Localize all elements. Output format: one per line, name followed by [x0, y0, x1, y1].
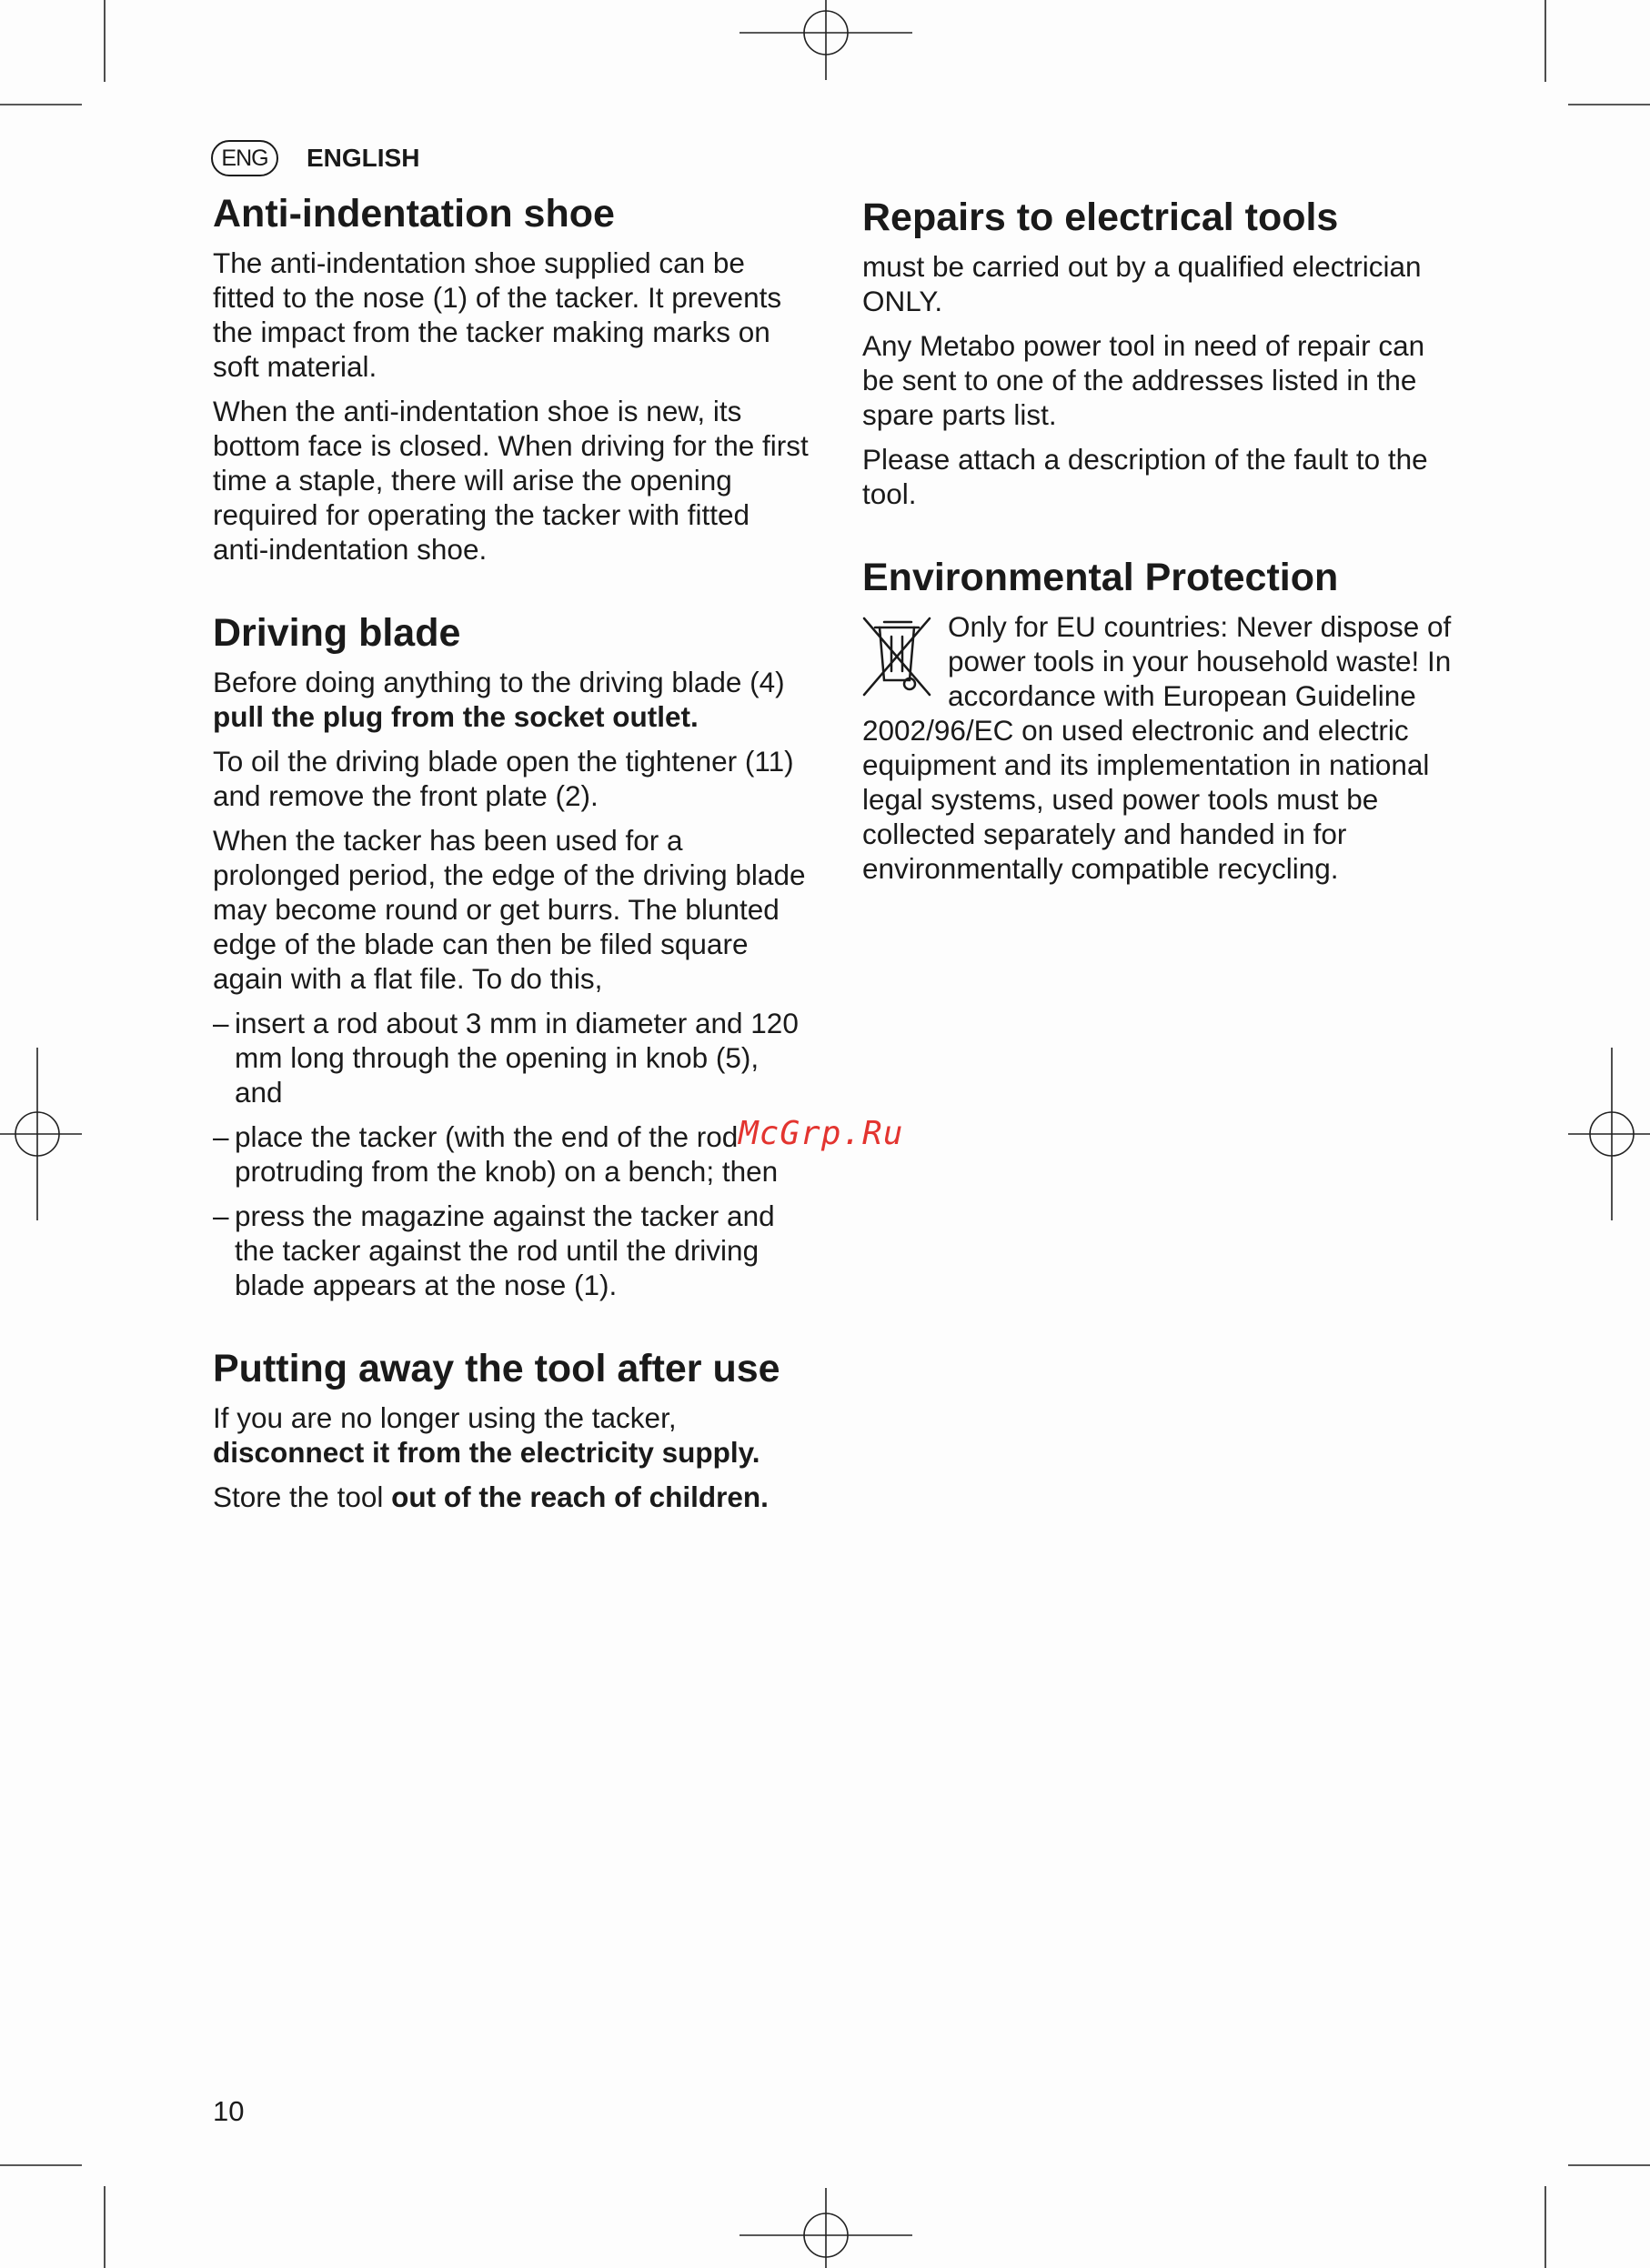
list-item-text: press the magazine against the tacker and the tacker against the rod until the driving blade appears at the nose (1). — [235, 1199, 775, 1301]
section-driving-blade — [213, 610, 813, 1302]
paragraph — [213, 1400, 813, 1470]
watermark: McGrp.Ru — [739, 1115, 904, 1152]
list-dash: – — [213, 1199, 229, 1232]
paragraph-text: Before doing anything to the driving blade (4) — [213, 666, 785, 698]
list-dash: – — [213, 1120, 229, 1153]
section-anti-indentation-shoe — [213, 191, 813, 567]
page-number: 10 — [213, 2095, 245, 2127]
language-badge: ENG — [211, 140, 278, 176]
left-column — [213, 191, 813, 1558]
section-repairs — [862, 195, 1463, 511]
section-title: Driving blade — [213, 611, 461, 655]
section-title: Repairs to electrical tools — [862, 196, 1339, 239]
paragraph: must be carried out by a qualified electrician ONLY. — [862, 250, 1422, 317]
section-title: Putting away the tool after use — [213, 1347, 780, 1390]
paragraph-text: If you are no longer using the tacker, — [213, 1401, 677, 1434]
paragraph: Only for EU countries: Never dispose of power tools in your household waste! In accordance with European Guideline 2002/96/EC on used electronic and electric equipment and its implementation in national legal systems, used power tools must be collected separately and handed in for environmentally compatible recycling. — [862, 610, 1452, 885]
warning-text: disconnect it from the electricity supply. — [213, 1436, 760, 1469]
list-item — [213, 1006, 813, 1109]
list-dash: – — [213, 1007, 229, 1039]
warning-text: pull the plug from the socket outlet. — [213, 700, 699, 733]
paragraph: Any Metabo power tool in need of repair can be sent to one of the addresses listed in the spare parts list. — [862, 329, 1425, 431]
section-environmental-protection — [862, 555, 1463, 886]
crossed-out-wheelie-bin-icon — [857, 611, 939, 698]
list-item-text: insert a rod about 3 mm in diameter and 120 mm long through the opening in knob (5), and — [235, 1007, 799, 1109]
section-title: Anti-indentation shoe — [213, 192, 615, 236]
paragraph — [213, 665, 813, 734]
paragraph: Please attach a description of the fault to the tool. — [862, 443, 1428, 510]
paragraph: The anti-indentation shoe supplied can be fitted to the nose (1) of the tacker. It prevents the impact from the tacker making marks on soft material. — [213, 246, 782, 383]
paragraph — [213, 1480, 813, 1514]
paragraph-text: Store the tool — [213, 1480, 392, 1513]
paragraph: When the tacker has been used for a prolonged period, the edge of the driving blade may become round or get burrs. The blunted edge of the blade can then be filed square again with a flat file. To do this, — [213, 824, 806, 995]
section-putting-away — [213, 1346, 813, 1514]
paragraph: When the anti-indentation shoe is new, its bottom face is closed. When driving for the first time a staple, there will arise the opening required for operating the tacker with fitted anti-indentation shoe. — [213, 395, 809, 566]
right-column — [862, 195, 1463, 929]
paragraph: To oil the driving blade open the tightener (11) and remove the front plate (2). — [213, 745, 794, 812]
warning-text: out of the reach of children. — [391, 1480, 769, 1513]
list-item-text: place the tacker (with the end of the rod protruding from the knob) on a bench; then — [235, 1120, 779, 1188]
section-title: Environmental Protection — [862, 556, 1339, 599]
language-label: ENGLISH — [307, 144, 420, 172]
list-item — [213, 1199, 813, 1302]
list-item — [213, 1119, 813, 1189]
